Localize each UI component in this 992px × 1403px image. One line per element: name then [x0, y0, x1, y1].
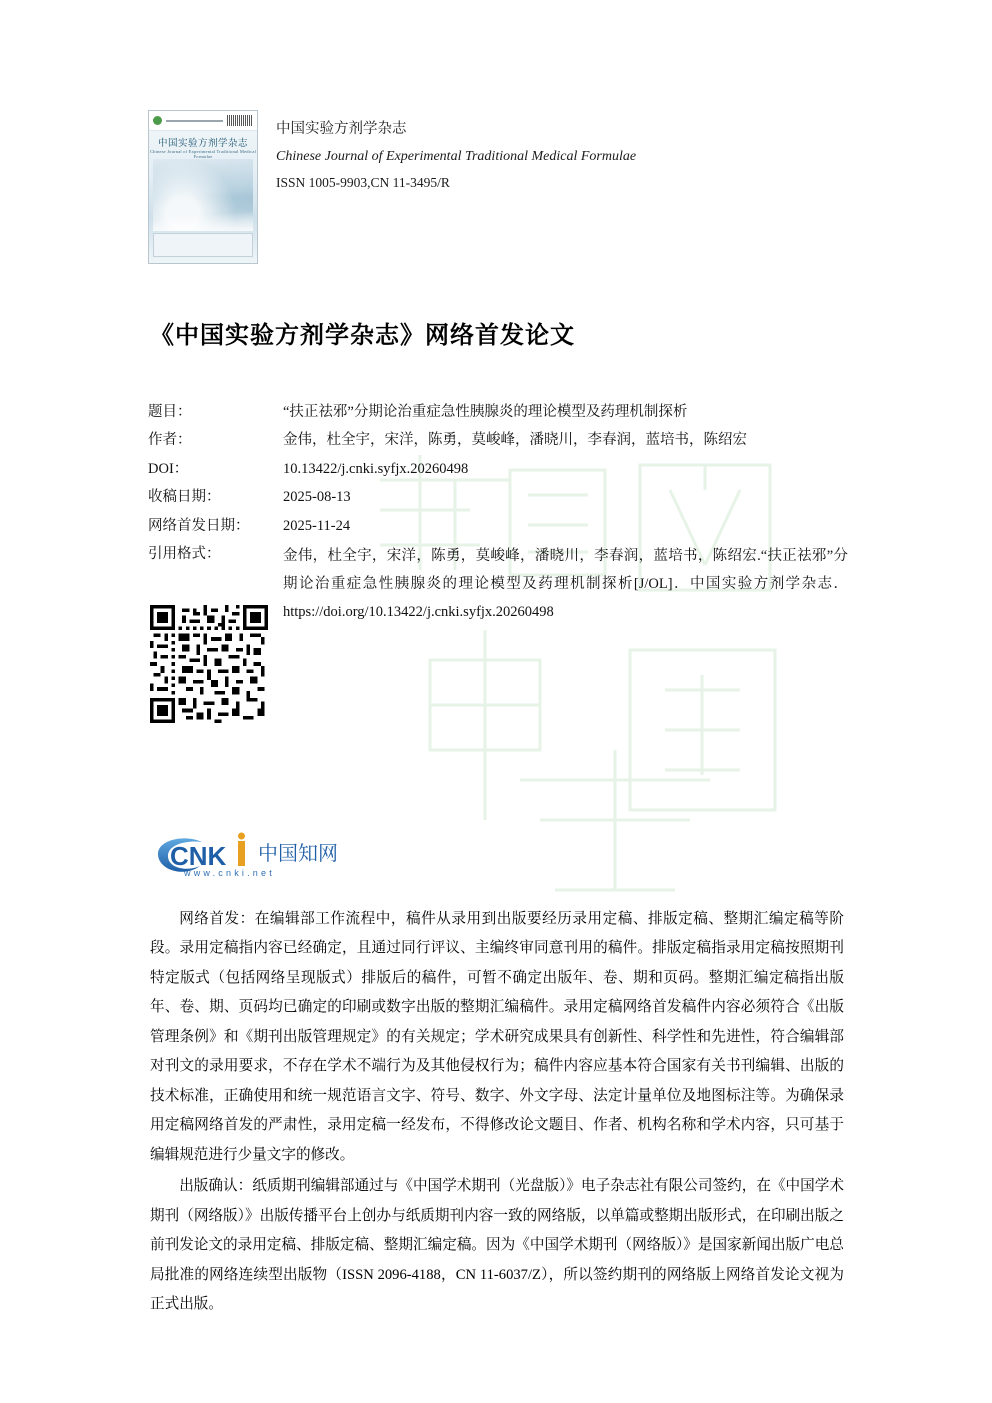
journal-meta	[276, 110, 636, 196]
cover-footer-band	[153, 233, 253, 257]
meta-label: 题目：	[148, 404, 192, 420]
journal-header	[148, 110, 636, 264]
cover-barcode-icon	[227, 115, 253, 126]
cover-top-strip	[149, 111, 257, 131]
notice-paragraph-publication-confirmation: 出版确认：纸质期刊编辑部通过与《中国学术期刊（光盘版）》电子杂志社有限公司签约，在《中国学术期刊（网络版）》出版传播平台上创办与纸质期刊内容一致的网络版，以单篇或整期出版形式，在印刷出版之前刊发论文的录用定稿、排版定稿、整期汇编定稿。因为《中国学术期刊（网络版）》是国家新闻出版广电总局批准的网络连续型出版物（ISSN 2096-4188，CN 11-6037/Z），所以签约期刊的网络版上网络首发论文视为正式出版。	[150, 1178, 844, 1313]
meta-row-authors	[148, 428, 848, 453]
cover-title-en: Chinese Journal of Experimental Traditional Medical Formulae	[149, 149, 257, 159]
svg-text:CNK: CNK	[170, 841, 227, 871]
journal-name-cn: 中国实验方剂学杂志	[276, 121, 407, 137]
meta-value-online-date: 2025-11-24	[283, 517, 351, 534]
notice-body	[150, 905, 844, 1322]
journal-name-en: Chinese Journal of Experimental Traditional Medical Formulae	[276, 148, 637, 164]
cover-rule	[166, 120, 223, 122]
cover-dot-icon	[153, 116, 162, 125]
meta-value-citation: 金伟，杜全宇，宋洋，陈勇，莫峻峰，潘晓川，李春润，蓝培书，陈绍宏.“扶正祛邪”分期论治重症急性胰腺炎的理论模型及药理机制探析[J/OL]．中国实验方剂学杂志．https://doi.org/10.13422/j.cnki.syfjx.20260498	[283, 547, 848, 621]
meta-label: DOI：	[148, 460, 189, 477]
cover-artwork	[153, 159, 253, 231]
journal-cover-image	[148, 110, 258, 264]
svg-text:中国知网: 中国知网	[258, 843, 338, 865]
meta-value-title: “扶正祛邪”分期论治重症急性胰腺炎的理论模型及药理机制探析	[283, 404, 688, 420]
cnki-url: www.cnki.net	[184, 868, 275, 878]
cnki-logo[interactable]	[150, 832, 366, 884]
meta-value-doi: 10.13422/j.cnki.syfjx.20260498	[283, 460, 469, 477]
journal-issn: ISSN 1005-9903,CN 11-3495/R	[276, 175, 450, 191]
page-title: 《中国实验方剂学杂志》网络首发论文	[150, 323, 575, 349]
article-metadata	[148, 400, 848, 630]
qr-code[interactable]	[150, 605, 268, 723]
meta-value-authors: 金伟，杜全宇，宋洋，陈勇，莫峻峰，潘晓川，李春润，蓝培书，陈绍宏	[283, 432, 747, 449]
meta-value-received-date: 2025-08-13	[283, 489, 351, 506]
notice-paragraph-online-first: 网络首发：在编辑部工作流程中，稿件从录用到出版要经历录用定稿、排版定稿、整期汇编定稿等阶段。录用定稿指内容已经确定，且通过同行评议、主编终审同意刊用的稿件。排版定稿指录用定稿按照期刊特定版式（包括网络呈现版式）排版后的稿件，可暂不确定出版年、卷、期和页码。整期汇编定稿指出版年、卷、期、页码均已确定的印刷或数字出版的整期汇编稿件。录用定稿网络首发稿件内容必须符合《出版管理条例》和《期刊出版管理规定》的有关规定；学术研究成果具有创新性、科学性和先进性，符合编辑部对刊文的录用要求，不存在学术不端行为及其他侵权行为；稿件内容应基本符合国家有关书刊编辑、出版的技术标准，正确使用和统一规范语言文字、符号、数字、外文字母、法定计量单位及地图标注等。为确保录用定稿网络首发的严肃性，录用定稿一经发布，不得修改论文题目、作者、机构名称和学术内容，只可基于编辑规范进行少量文字的修改。	[150, 911, 844, 1163]
meta-label: 作者：	[148, 432, 192, 449]
meta-row-doi	[148, 457, 848, 482]
cover-title-cn: 中国实验方剂学杂志	[157, 139, 248, 149]
meta-label: 收稿日期：	[148, 489, 221, 506]
meta-row-title	[148, 400, 848, 425]
meta-label: 引用格式：	[148, 545, 221, 562]
meta-row-online-date	[148, 514, 848, 539]
meta-row-received-date	[148, 485, 848, 510]
meta-label: 网络首发日期：	[148, 517, 250, 534]
